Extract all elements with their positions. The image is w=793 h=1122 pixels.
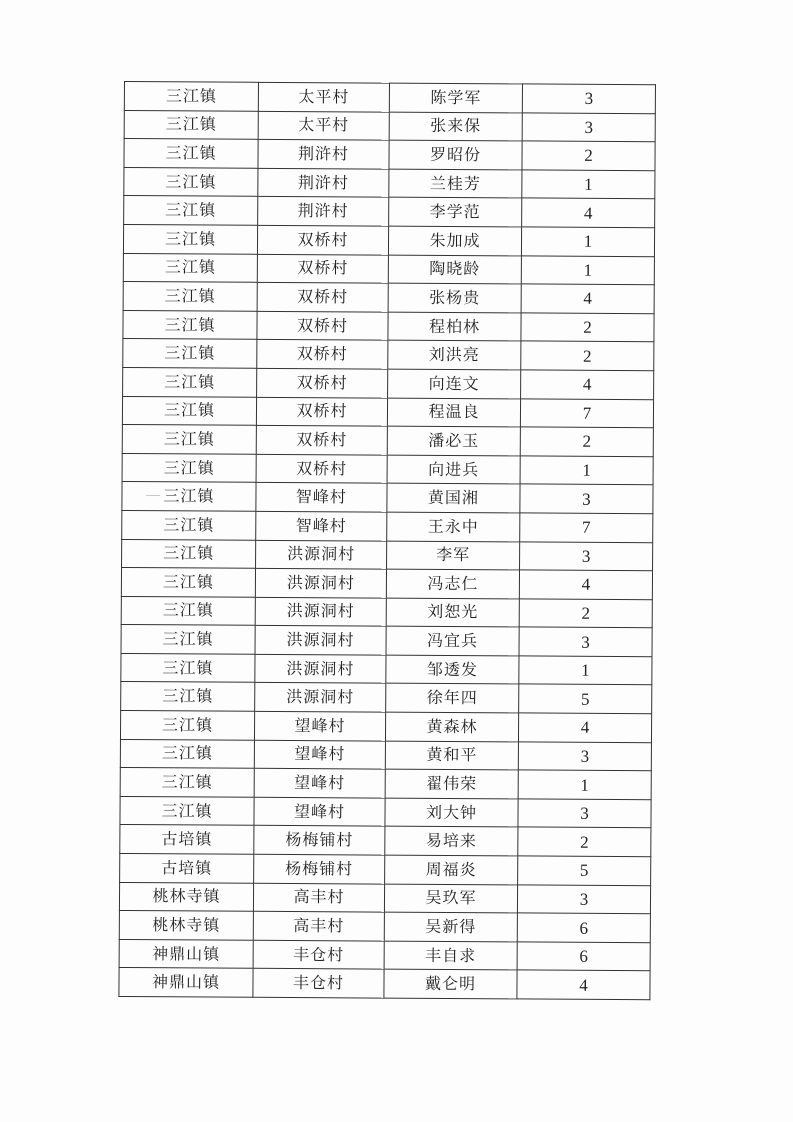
village-cell: 望峰村 [254,769,385,798]
village-cell: 杨梅铺村 [254,854,385,883]
name-cell: 陶晓龄 [388,255,521,284]
village-cell: 双桥村 [257,368,388,397]
count-cell: 7 [520,513,653,542]
town-cell: 三江镇 [124,196,258,225]
count-cell: 6 [517,942,650,971]
name-cell: 潘必玉 [387,426,520,455]
town-cell: 三江镇 [122,539,256,568]
table-row [121,568,652,600]
town-cell: 三江镇 [123,367,257,396]
count-cell: 3 [518,799,651,828]
town-cell: 桃林寺镇 [119,882,253,911]
count-cell: 3 [522,84,655,113]
table-row [121,682,652,714]
village-cell: 丰仓村 [253,969,384,998]
town-cell: 三江镇 [123,253,257,282]
town-cell: 三江镇 [124,82,258,111]
town-cell: 三江镇 [122,510,256,539]
village-cell: 高丰村 [253,883,384,912]
town-cell: 三江镇 [123,224,257,253]
name-cell: 程柏林 [388,312,521,341]
name-cell: 吴玖军 [384,884,517,913]
village-cell: 洪源洞村 [255,654,386,683]
village-cell: 洪源洞村 [255,597,386,626]
town-cell: 三江镇 [120,796,254,825]
village-cell: 太平村 [258,111,389,140]
village-cell: 双桥村 [257,340,388,369]
table-row [123,339,654,371]
town-cell: 神鼎山镇 [119,968,253,997]
table-row [122,453,653,485]
count-cell: 2 [519,599,652,628]
town-cell: 三江镇 [124,139,258,168]
town-cell: 三江镇 [120,711,254,740]
table-row [123,224,654,256]
village-cell: 荆浒村 [258,197,389,226]
count-cell: 3 [519,627,652,656]
table-row [119,939,650,971]
table-row [119,968,650,1000]
table-row [123,310,654,342]
name-cell: 李军 [387,541,520,570]
count-cell: 5 [518,856,651,885]
table-row [120,825,651,857]
count-cell: 4 [522,198,655,227]
name-cell: 张杨贵 [388,283,521,312]
table-row [122,396,653,428]
count-cell: 4 [521,370,654,399]
table-row [124,167,655,199]
village-cell: 丰仓村 [253,940,384,969]
village-cell: 智峰村 [256,511,387,540]
table-row [124,82,655,114]
town-cell: 桃林寺镇 [119,911,253,940]
town-cell: 三江镇 [124,167,258,196]
town-cell: 三江镇 [121,568,255,597]
table-row [124,196,655,228]
count-cell: 3 [518,742,651,771]
roster-table [118,81,656,1000]
count-cell: 2 [520,427,653,456]
village-cell: 望峰村 [254,711,385,740]
name-cell: 周福炎 [385,855,518,884]
name-cell: 邹透发 [386,655,519,684]
count-cell: 5 [519,684,652,713]
table-row [120,854,651,886]
name-cell: 向进兵 [387,455,520,484]
village-cell: 洪源洞村 [255,683,386,712]
count-cell: 3 [520,484,653,513]
village-cell: 双桥村 [257,282,388,311]
count-cell: 1 [519,656,652,685]
count-cell: 2 [521,341,654,370]
count-cell: 4 [517,970,650,999]
village-cell: 荆浒村 [258,140,389,169]
town-cell: 三江镇 [124,110,258,139]
village-cell: 望峰村 [254,797,385,826]
count-cell: 6 [517,913,650,942]
table-row [120,796,651,828]
count-cell: 1 [520,456,653,485]
town-cell: 古培镇 [120,854,254,883]
village-cell: 洪源洞村 [255,626,386,655]
village-cell: 荆浒村 [258,168,389,197]
count-cell: 1 [521,255,654,284]
count-cell: 3 [522,113,655,142]
table-row [120,711,651,743]
name-cell: 冯志仁 [386,569,519,598]
village-cell: 双桥村 [256,454,387,483]
table-row [124,139,655,171]
village-cell: 洪源洞村 [255,568,386,597]
table-row [122,482,653,514]
table-row [123,253,654,285]
name-cell: 黄国湘 [387,483,520,512]
table-row [121,596,652,628]
name-cell: 向连文 [388,369,521,398]
town-cell: 三江镇 [120,768,254,797]
name-cell: 吴新得 [384,912,517,941]
town-cell: 三江镇 [121,596,255,625]
town-cell: 三江镇 [123,339,257,368]
table-row [122,425,653,457]
table-row [122,510,653,542]
town-cell: 三江镇 [122,482,256,511]
table-row [122,539,653,571]
village-cell: 双桥村 [256,425,387,454]
name-cell: 黄森林 [385,712,518,741]
town-cell: 三江镇 [121,653,255,682]
town-cell: 三江镇 [121,682,255,711]
name-cell: 徐年四 [386,684,519,713]
village-cell: 洪源洞村 [256,540,387,569]
table-row [119,911,650,943]
name-cell: 程温良 [387,398,520,427]
name-cell: 丰自求 [384,941,517,970]
name-cell: 朱加成 [388,226,521,255]
table-row [123,367,654,399]
name-cell: 王永中 [387,512,520,541]
roster-table-body [119,82,656,1000]
village-cell: 杨梅铺村 [254,826,385,855]
count-cell: 2 [518,827,651,856]
count-cell: 4 [518,713,651,742]
name-cell: 刘恕光 [386,598,519,627]
name-cell: 兰桂芳 [389,169,522,198]
name-cell: 易培来 [385,827,518,856]
table-row [123,282,654,314]
count-cell: 2 [522,141,655,170]
count-cell: 7 [520,398,653,427]
table-row [119,882,650,914]
table-row [120,739,651,771]
town-cell: 古培镇 [120,825,254,854]
name-cell: 刘大钟 [385,798,518,827]
count-cell: 2 [521,313,654,342]
name-cell: 冯宜兵 [386,626,519,655]
table-row [121,653,652,685]
village-cell: 双桥村 [257,254,388,283]
count-cell: 1 [522,170,655,199]
name-cell: 张来保 [389,112,522,141]
table-row [121,625,652,657]
table-row [124,110,655,142]
count-cell: 1 [521,227,654,256]
name-cell: 刘洪亮 [388,340,521,369]
count-cell: 1 [518,770,651,799]
town-cell: 三江镇 [123,310,257,339]
name-cell: 翟伟荣 [385,769,518,798]
village-cell: 智峰村 [256,483,387,512]
count-cell: 3 [520,541,653,570]
village-cell: 太平村 [258,82,389,111]
village-cell: 高丰村 [253,912,384,941]
name-cell: 戴仑明 [384,970,517,999]
town-cell: 三江镇 [121,625,255,654]
village-cell: 望峰村 [254,740,385,769]
count-cell: 4 [519,570,652,599]
town-cell: 三江镇 [123,282,257,311]
name-cell: 黄和平 [385,741,518,770]
town-cell: 三江镇 [122,453,256,482]
count-cell: 3 [517,885,650,914]
count-cell: 4 [521,284,654,313]
town-cell: 三江镇 [122,396,256,425]
table-row [120,768,651,800]
name-cell: 陈学军 [389,83,522,112]
name-cell: 罗昭份 [389,140,522,169]
village-cell: 双桥村 [257,311,388,340]
town-cell: 三江镇 [122,425,256,454]
village-cell: 双桥村 [256,397,387,426]
town-cell: 三江镇 [120,739,254,768]
village-cell: 双桥村 [257,225,388,254]
name-cell: 李学范 [389,197,522,226]
town-cell: 神鼎山镇 [119,939,253,968]
